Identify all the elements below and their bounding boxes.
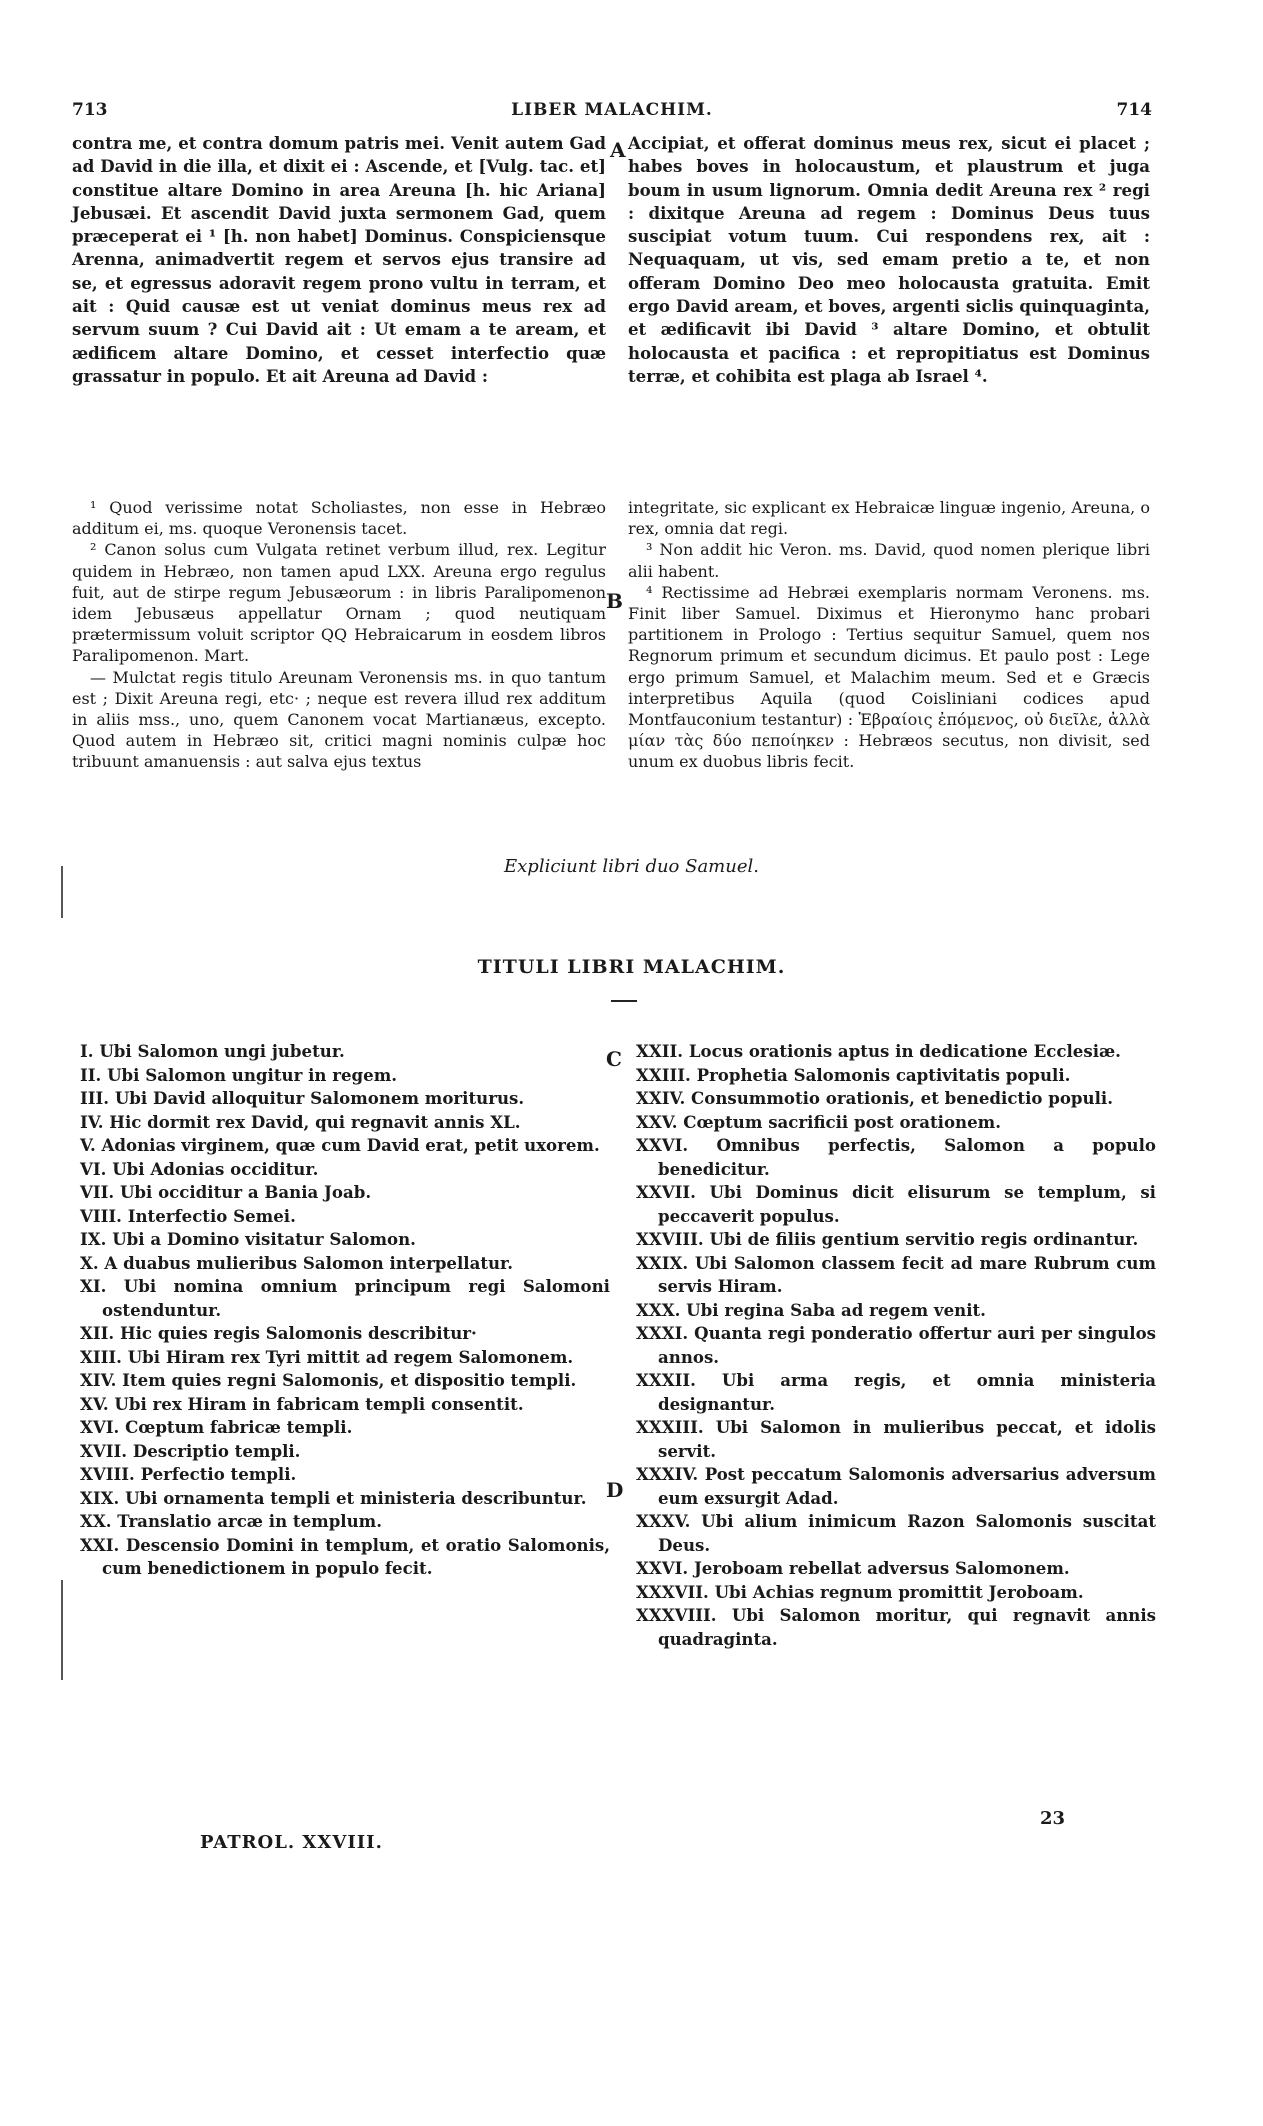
- chapter-title: XXIX. Ubi Salomon classem fecit ad mare Rubrum cum servis Hiram.: [636, 1252, 1156, 1296]
- chapter-title: V. Adonias virginem, quæ cum David erat, petit uxorem.: [80, 1135, 600, 1155]
- left-footnotes: [72, 497, 606, 773]
- footnote: ³ Non addit hic Veron. ms. David, quod nomen plerique libri alii habent.: [628, 540, 1150, 581]
- right-footnotes: [628, 497, 1150, 773]
- chapter-title: IX. Ubi a Domino visitatur Salomon.: [80, 1229, 416, 1249]
- chapter-title: VII. Ubi occiditur a Bania Joab.: [80, 1182, 372, 1202]
- chapter-title: III. Ubi David alloquitur Salomonem moriturus.: [80, 1088, 525, 1108]
- title-divider: [611, 1000, 637, 1002]
- chapter-title: XXV. Cœptum sacrificii post orationem.: [636, 1111, 1002, 1132]
- chapter-title: XVIII. Perfectio templi.: [80, 1464, 297, 1484]
- left-column-paragraph: contra me, et contra domum patris mei. Venit autem Gad ad David in die illa, et dixit ei : Ascende, et [Vulg. tac. et] constitue altare Domino in area Areuna [h. hic Ariana] Jebusæi. Et ascendit David juxta sermonem Gad, quem præceperat ei ¹ [h. non habet] Dominus. Conspiciensque Arenna, animadvertit regem et servos ejus transire ad se, et egressus adoravit regem prono vultu in terram, et ait : Quid causæ est ut veniat dominus meus rex ad servum suum ? Cui David ait : Ut emam a te aream, et ædificem altare Domino, et cesset interfectio quæ grassatur in populo. Et ait Areuna ad David :: [72, 133, 606, 386]
- margin-letter-b: B: [606, 589, 623, 613]
- right-column-paragraph: Accipiat, et offerat dominus meus rex, sicut ei placet ; habes boves in holocaustum, et plaustrum et juga boum in usum lignorum. Omnia dedit Areuna rex ² regi : dixitque Areuna ad regem : Dominus Deus tuus suscipiat votum tuum. Cui respondens rex, ait : Nequaquam, ut vis, sed emam pretio a te, et non offeram Domino Deo meo holocausta gratuita. Emit ergo David aream, et boves, argenti siclis quinquaginta, et ædificavit ibi David ³ altare Domino, et obtulit holocausta et pacifica : et repropitiatus est Dominus terræ, et cohibita est plaga ab Israel ⁴.: [628, 133, 1150, 386]
- chapter-title: XV. Ubi rex Hiram in fabricam templi consentit.: [80, 1393, 524, 1414]
- footnote: ¹ Quod verissime notat Scholiastes, non esse in Hebræo additum ei, ms. quoque Veronensis tacet.: [72, 498, 606, 539]
- chapter-title: XXVIII. Ubi de filiis gentium servitio regis ordinantur.: [636, 1229, 1139, 1249]
- chapter-title: XXXVII. Ubi Achias regnum promittit Jeroboam.: [636, 1581, 1084, 1602]
- chapter-title: XXI. Descensio Domini in templum, et oratio Salomonis, cum benedictionem in populo fecit.: [80, 1534, 610, 1578]
- running-head: [72, 100, 1152, 124]
- chapter-list-right: [636, 1040, 1156, 1651]
- chapter-title: XXXVIII. Ubi Salomon moritur, qui regnavit annis quadraginta.: [636, 1605, 1156, 1649]
- explicit-line: Expliciunt libri duo Samuel.: [504, 856, 759, 877]
- chapter-title: XVI. Cœptum fabricæ templi.: [80, 1417, 353, 1437]
- margin-rule: [61, 866, 63, 918]
- margin-letter-c: C: [606, 1047, 622, 1071]
- page-number-right: 714: [1116, 100, 1152, 120]
- footnote: — Mulctat regis titulo Areunam Veronensis ms. in quo tantum est ; Dixit Areuna regi, etc· ; neque est revera illud rex additum in aliis mss., uno, quem Canonem vocat Martianæus, excepto. Quod autem in Hebræo sit, critici magni nominis culpæ hoc tribuunt amanuensis : aut salva ejus textus: [72, 667, 606, 772]
- chapter-title: XXVI. Omnibus perfectis, Salomon a populo benedicitur.: [636, 1135, 1156, 1179]
- chapter-title: XXVI. Jeroboam rebellat adversus Salomonem.: [636, 1558, 1070, 1578]
- margin-letter-a: A: [610, 138, 626, 162]
- footnote: integritate, sic explicant ex Hebraicæ linguæ ingenio, Areuna, o rex, omnia dat regi.: [628, 498, 1150, 539]
- chapter-title: XI. Ubi nomina omnium principum regi Salomoni ostenduntur.: [80, 1276, 610, 1320]
- chapter-title: XXII. Locus orationis aptus in dedicatione Ecclesiæ.: [636, 1041, 1121, 1061]
- chapter-title: VI. Ubi Adonias occiditur.: [80, 1158, 319, 1179]
- chapter-title: VIII. Interfectio Semei.: [80, 1205, 296, 1226]
- signature-mark: PATROL. XXVIII.: [200, 1832, 383, 1853]
- margin-rule: [61, 1580, 63, 1680]
- page-number-left: 713: [72, 100, 108, 120]
- left-column-text: [72, 132, 606, 388]
- chapter-title: XXXIII. Ubi Salomon in mulieribus peccat, et idolis servit.: [636, 1417, 1156, 1461]
- chapter-title: IV. Hic dormit rex David, qui regnavit annis XL.: [80, 1111, 521, 1132]
- right-column-text: [628, 132, 1150, 388]
- chapter-title: XXIV. Consummotio orationis, et benedictio populi.: [636, 1088, 1113, 1108]
- margin-letter-d: D: [606, 1478, 624, 1502]
- running-title: LIBER MALACHIM.: [511, 100, 713, 120]
- chapter-title: XXIII. Prophetia Salomonis captivitatis populi.: [636, 1064, 1071, 1085]
- chapter-title: XXXV. Ubi alium inimicum Razon Salomonis suscitat Deus.: [636, 1511, 1156, 1555]
- chapter-title: XXVII. Ubi Dominus dicit elisurum se templum, si peccaverit populus.: [636, 1182, 1156, 1226]
- chapter-title: I. Ubi Salomon ungi jubetur.: [80, 1041, 345, 1061]
- chapter-title: XXX. Ubi regina Saba ad regem venit.: [636, 1299, 986, 1320]
- chapter-title: XII. Hic quies regis Salomonis describitur·: [80, 1323, 477, 1343]
- chapter-title: XIV. Item quies regni Salomonis, et dispositio templi.: [80, 1370, 577, 1390]
- chapter-title: II. Ubi Salomon ungitur in regem.: [80, 1064, 398, 1085]
- chapter-list-left: [80, 1040, 610, 1581]
- chapter-title: XX. Translatio arcæ in templum.: [80, 1511, 383, 1531]
- sheet-number: 23: [1040, 1808, 1066, 1829]
- chapter-title: XXXI. Quanta regi ponderatio offertur auri per singulos annos.: [636, 1323, 1156, 1367]
- footnote: ⁴ Rectissime ad Hebræi exemplaris normam Veronens. ms. Finit liber Samuel. Diximus et Hieronymo hanc probari partitionem in Prologo : Tertius sequitur Samuel, quem nos Regnorum primum et secundum dicimus. Et paulo post : Lege ergo primum Samuel, et Malachim meum. Sed et e Græcis interpretibus Aquila (quod Coisliniani codices apud Montfauconium testantur) : Ἑβραίοις ἐπόμενος, οὐ διεῖλε, ἀλλὰ μίαν τὰς δύο πεποίηκεν : Hebræos secutus, non divisit, sed unum ex duobus libris fecit.: [628, 582, 1150, 772]
- chapter-title: X. A duabus mulieribus Salomon interpellatur.: [80, 1252, 514, 1273]
- chapter-title: XVII. Descriptio templi.: [80, 1440, 301, 1461]
- section-title: TITULI LIBRI MALACHIM.: [477, 956, 786, 978]
- chapter-title: XXXII. Ubi arma regis, et omnia ministeria designantur.: [636, 1370, 1156, 1414]
- footnote: ² Canon solus cum Vulgata retinet verbum illud, rex. Legitur quidem in Hebræo, non tamen apud LXX. Areuna ergo regulus fuit, aut de stirpe regum Jebusæorum : in libris Paralipomenon idem Jebusæus appellatur Ornam ; quod neutiquam prætermissum voluit scriptor QQ Hebraicarum in eosdem libros Paralipomenon. Mart.: [72, 540, 606, 666]
- chapter-title: XXXIV. Post peccatum Salomonis adversarius adversum eum exsurgit Adad.: [636, 1464, 1156, 1508]
- chapter-title: XIX. Ubi ornamenta templi et ministeria describuntur.: [80, 1487, 587, 1508]
- chapter-title: XIII. Ubi Hiram rex Tyri mittit ad regem Salomonem.: [80, 1346, 574, 1367]
